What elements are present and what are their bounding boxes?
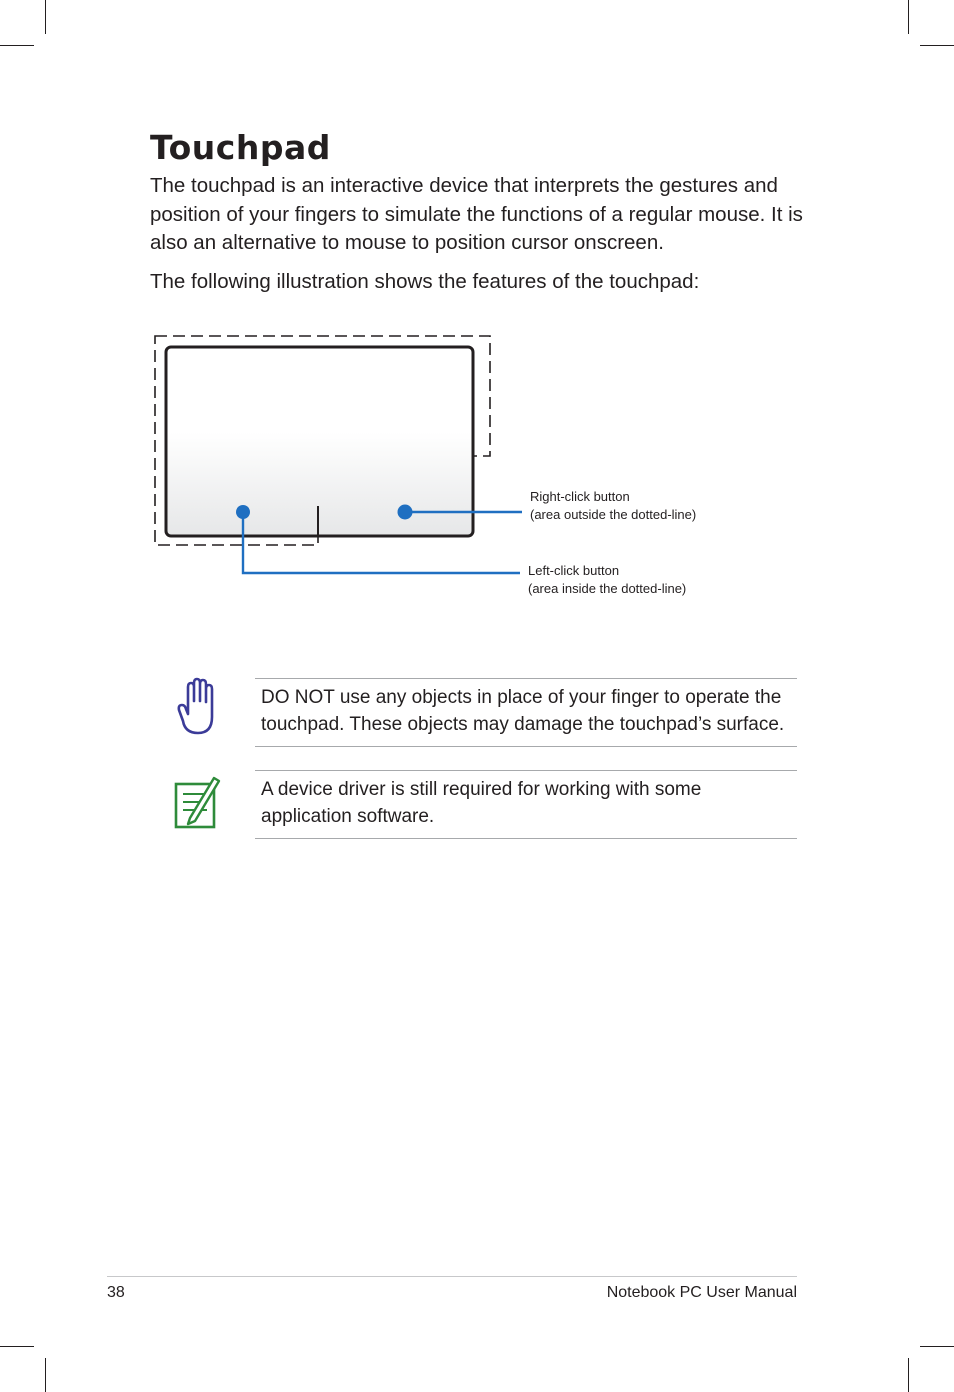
footer-manual-title: Notebook PC User Manual — [606, 1284, 797, 1301]
left-click-marker — [236, 505, 250, 519]
stop-hand-icon — [175, 677, 219, 737]
crop-mark — [908, 1358, 909, 1392]
crop-mark — [45, 1358, 46, 1392]
left-click-callout — [528, 562, 686, 598]
touchpad-surface — [166, 347, 473, 536]
warning-note — [255, 678, 797, 747]
info-note-text: A device driver is still required for working with some application software. — [261, 779, 702, 827]
right-click-note: (area outside the dotted-line) — [530, 507, 697, 522]
page-number: 38 — [107, 1284, 125, 1301]
note-pencil-icon — [172, 774, 222, 830]
crop-mark — [0, 1346, 34, 1347]
info-note — [255, 770, 797, 839]
right-click-marker — [398, 505, 413, 520]
warning-note-text: DO NOT use any objects in place of your finger to operate the touchpad. These objects may damage the touchpad’s surface. — [261, 687, 785, 735]
page-title: Touchpad — [150, 128, 331, 167]
illustration-lead-text: The following illustration shows the features of the touchpad: — [150, 270, 700, 293]
intro-paragraph: The touchpad is an interactive device that interprets the gestures and position of your fingers to simulate the functions of a regular mouse. It is also an alternative to mouse to position cursor onscreen. — [150, 174, 803, 254]
crop-mark — [920, 1346, 954, 1347]
right-click-label: Right-click button — [530, 489, 630, 504]
left-click-note: (area inside the dotted-line) — [528, 581, 687, 596]
left-click-label: Left-click button — [528, 563, 620, 578]
touchpad-diagram — [0, 0, 954, 640]
footer-divider — [107, 1276, 797, 1277]
right-click-callout — [530, 488, 696, 524]
